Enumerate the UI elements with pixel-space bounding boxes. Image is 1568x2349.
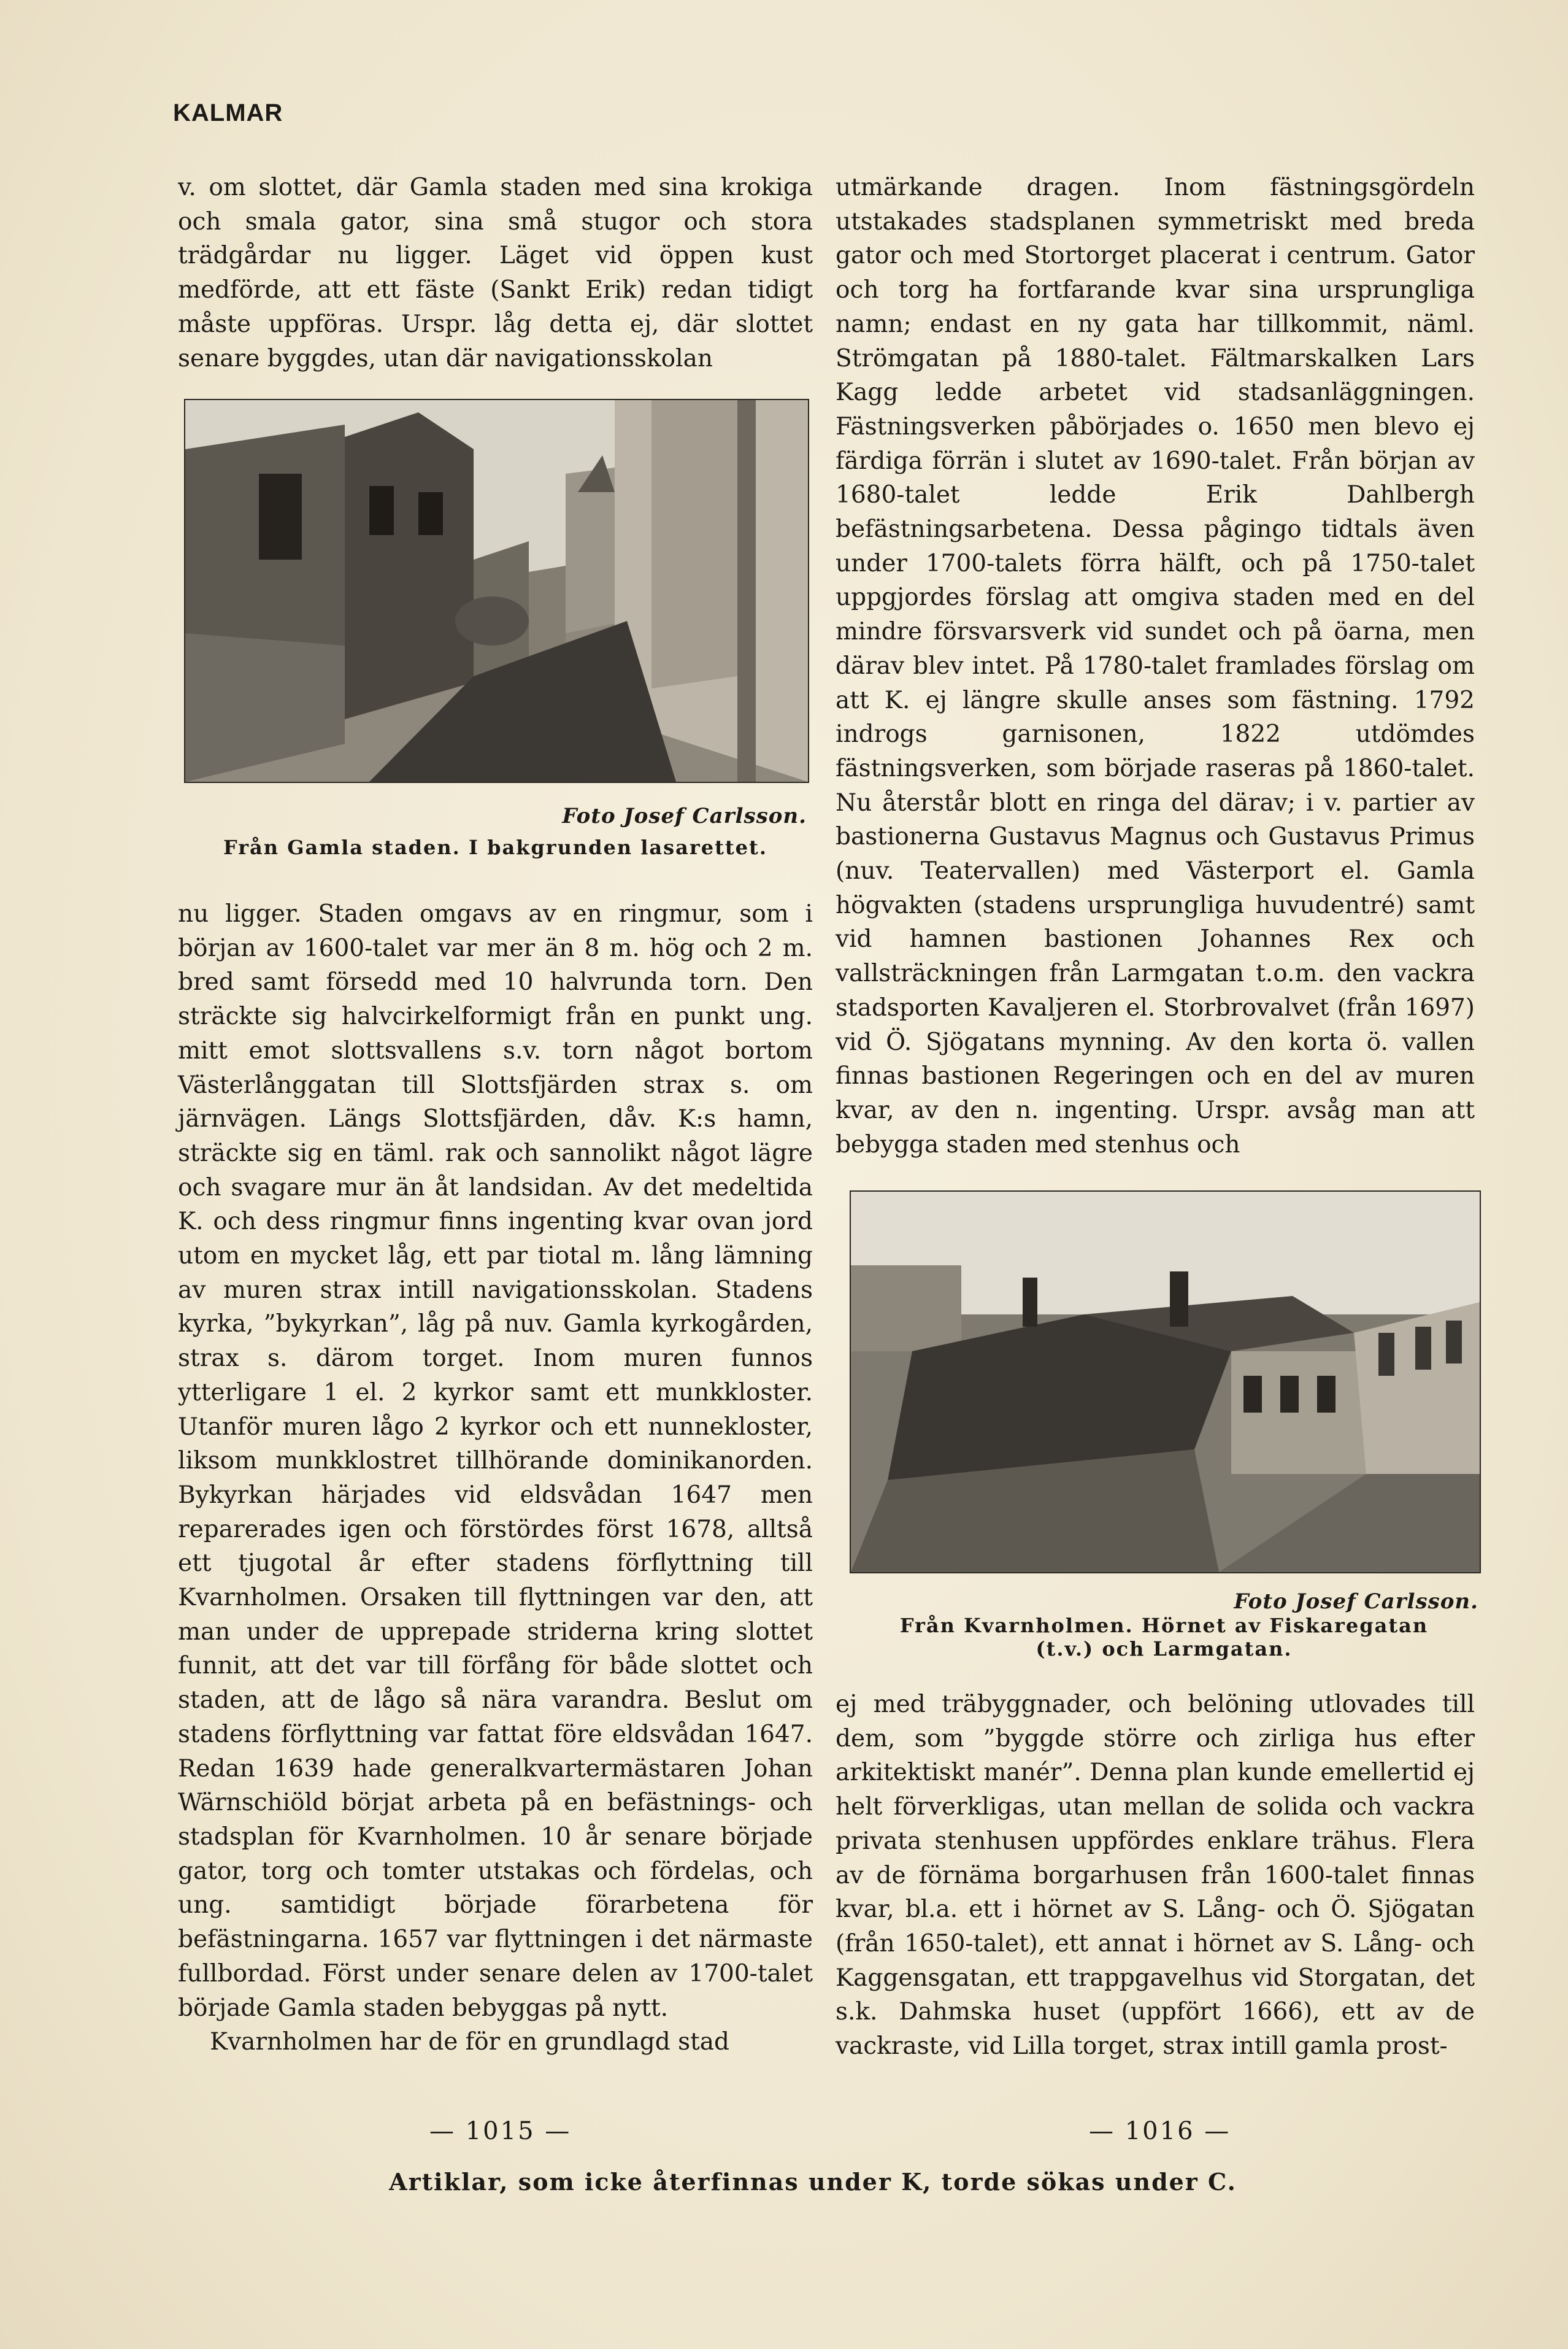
street-photo-illustration: [185, 400, 808, 782]
left-body-text: [178, 897, 813, 2059]
page-number-left: — 1015 —: [429, 2117, 572, 2145]
left-body-paragraph: nu ligger. Staden omgavs av en ringmur, som i början av 1600-talet var mer än 8 m. hög och 2 m. bred samt försedd med 10 halvrunda torn. Den sträckte sig halvcirkelformigt från en punkt ung. mitt emot slottsvallens s.v. torn något bortom Västerlånggatan till Slottsfjärden strax s. om järnvägen. Längs Slottsfjärden, dåv. K:s hamn, sträckte sig en täml. rak och sannolikt något lägre och svagare mur än åt landsidan. Av det medeltida K. och dess ringmur finns ingenting kvar ovan jord utom en mycket låg, ett par tiotal m. lång lämning av muren strax intill navigationsskolan. Stadens kyrka, ”bykyrkan”, låg på nuv. Gamla kyrkogården, strax s. därom torget. Inom muren funnos ytterligare 1 el. 2 kyrkor samt ett munkkloster. Utanför muren lågo 2 kyrkor och ett nunnekloster, liksom munkklostret tillhörande dominikanorden. Bykyrkan härjades vid eldsvådan 1647 men reparerades igen och förstördes först 1678, alltså ett tjugotal år efter stadens förflyttning till Kvarnholmen. Orsaken till flyttningen var den, att man under de upprepade striderna kring slottet funnit, att det var till förfång för både slottet och staden, att de lågo så nära varandra. Beslut om stadens förflyttning var fattat före eldsvådan 1647. Redan 1639 hade generalkvartermästaren Johan Wärnschiöld börjat arbeta på en befästnings- och stadsplan för Kvarnholmen. 10 år senare började gator, torg och tomter utstakas och fördelas, och ung. samtidigt började förarbetena för befästningarna. 1657 var flyttningen i det närmaste fullbordad. Först under senare delen av 1700-talet började Gamla staden bebyggas på nytt.: [178, 900, 813, 2022]
rooftops-photo-illustration: [851, 1192, 1480, 1572]
left-last-paragraph: Kvarnholmen har de för en grundlagd stad: [210, 2028, 729, 2056]
footer-note: Artiklar, som icke återfinnas under K, torde sökas under C.: [389, 2168, 1237, 2196]
right-photo-caption-line2: (t.v.) och Larmgatan.: [1036, 1637, 1293, 1660]
left-photo-credit: Foto Josef Carlsson.: [562, 804, 807, 828]
right-bottom-text: [836, 1688, 1475, 2064]
right-top-paragraph: utmärkande dragen. Inom fästningsgördeln utstakades stadsplanen symmetriskt med breda gator och med Stortorget placerat i centrum. Gator och torg ha fortfarande kvar sina ursprungliga namn; endast en ny gata har tillkommit, näml. Strömgatan på 1880-talet. Fältmarskalken Lars Kagg ledde arbetet vid stadsanläggningen. Fästningsverken påbörjades o. 1650 men blevo ej färdiga förrän i slutet av 1690-talet. Från början av 1680-talet ledde Erik Dahlbergh befästningsarbetena. Dessa pågingo tidtals även under 1700-talets förra hälft, och på 1750-talet uppgjordes förslag att omgiva staden med en del mindre försvarsverk vid sundet och på öarna, men därav blev intet. På 1780-talet framlades förslag om att K. ej längre skulle anses som fästning. 1792 indrogs garnisonen, 1822 utdömdes fästningsverken, som började raseras på 1860-talet. Nu återstår blott en ringa del därav; i v. partier av bastionerna Gustavus Magnus och Gustavus Primus (nuv. Teatervallen) med Västerport el. Gamla högvakten (stadens ursprungliga huvudentré) samt vid hamnen bastionen Johannes Rex och vallsträckningen från Larmgatan t.o.m. den vackra stadsporten Kavaljeren el. Storbrovalvet (från 1697) vid Ö. Sjögatans mynning. Av den korta ö. vallen finnas bastionen Regeringen och en del av muren kvar, av den n. ingenting. Urspr. avsåg man att bebygga staden med stenhus och: [836, 174, 1475, 1159]
right-top-text: [836, 171, 1475, 1162]
left-intro-text: [178, 171, 813, 376]
photo-kvarnholmen: [850, 1190, 1481, 1573]
left-intro-paragraph: v. om slottet, där Gamla staden med sina krokiga och smala gator, sina små stugor och stora trädgårdar nu ligger. Läget vid öppen kust medförde, att ett fäste (Sankt Erik) redan tidigt måste uppföras. Urspr. låg detta ej, där slottet senare byggdes, utan där navigationsskolan: [178, 174, 813, 372]
right-photo-credit: Foto Josef Carlsson.: [1234, 1589, 1478, 1614]
photo-gamla-staden: [184, 399, 809, 783]
left-photo-caption: Från Gamla staden. I bakgrunden lasarettet.: [223, 836, 767, 859]
right-bottom-paragraph: ej med träbyggnader, och belöning utlovades till dem, som ”byggde större och zirliga hus efter arkitektiskt manér”. Denna plan kunde emellertid ej helt förverkligas, utan mellan de solida och vackra privata stenhusen uppfördes enklare trähus. Flera av de förnäma borgarhusen från 1600-talet finnas kvar, bl.a. ett i hörnet av S. Lång- och Ö. Sjögatan (från 1650-talet), ett annat i hörnet av S. Lång- och Kaggensgatan, ett trappgavelhus vid Storgatan, det s.k. Dahmska huset (uppfört 1666), ett av de vackraste, vid Lilla torget, strax intill gamla prost-: [836, 1691, 1475, 2061]
right-photo-caption-line1: Från Kvarnholmen. Hörnet av Fiskaregatan: [899, 1614, 1429, 1637]
page-header: KALMAR: [173, 99, 283, 126]
page-number-right: — 1016 —: [1089, 2117, 1231, 2145]
